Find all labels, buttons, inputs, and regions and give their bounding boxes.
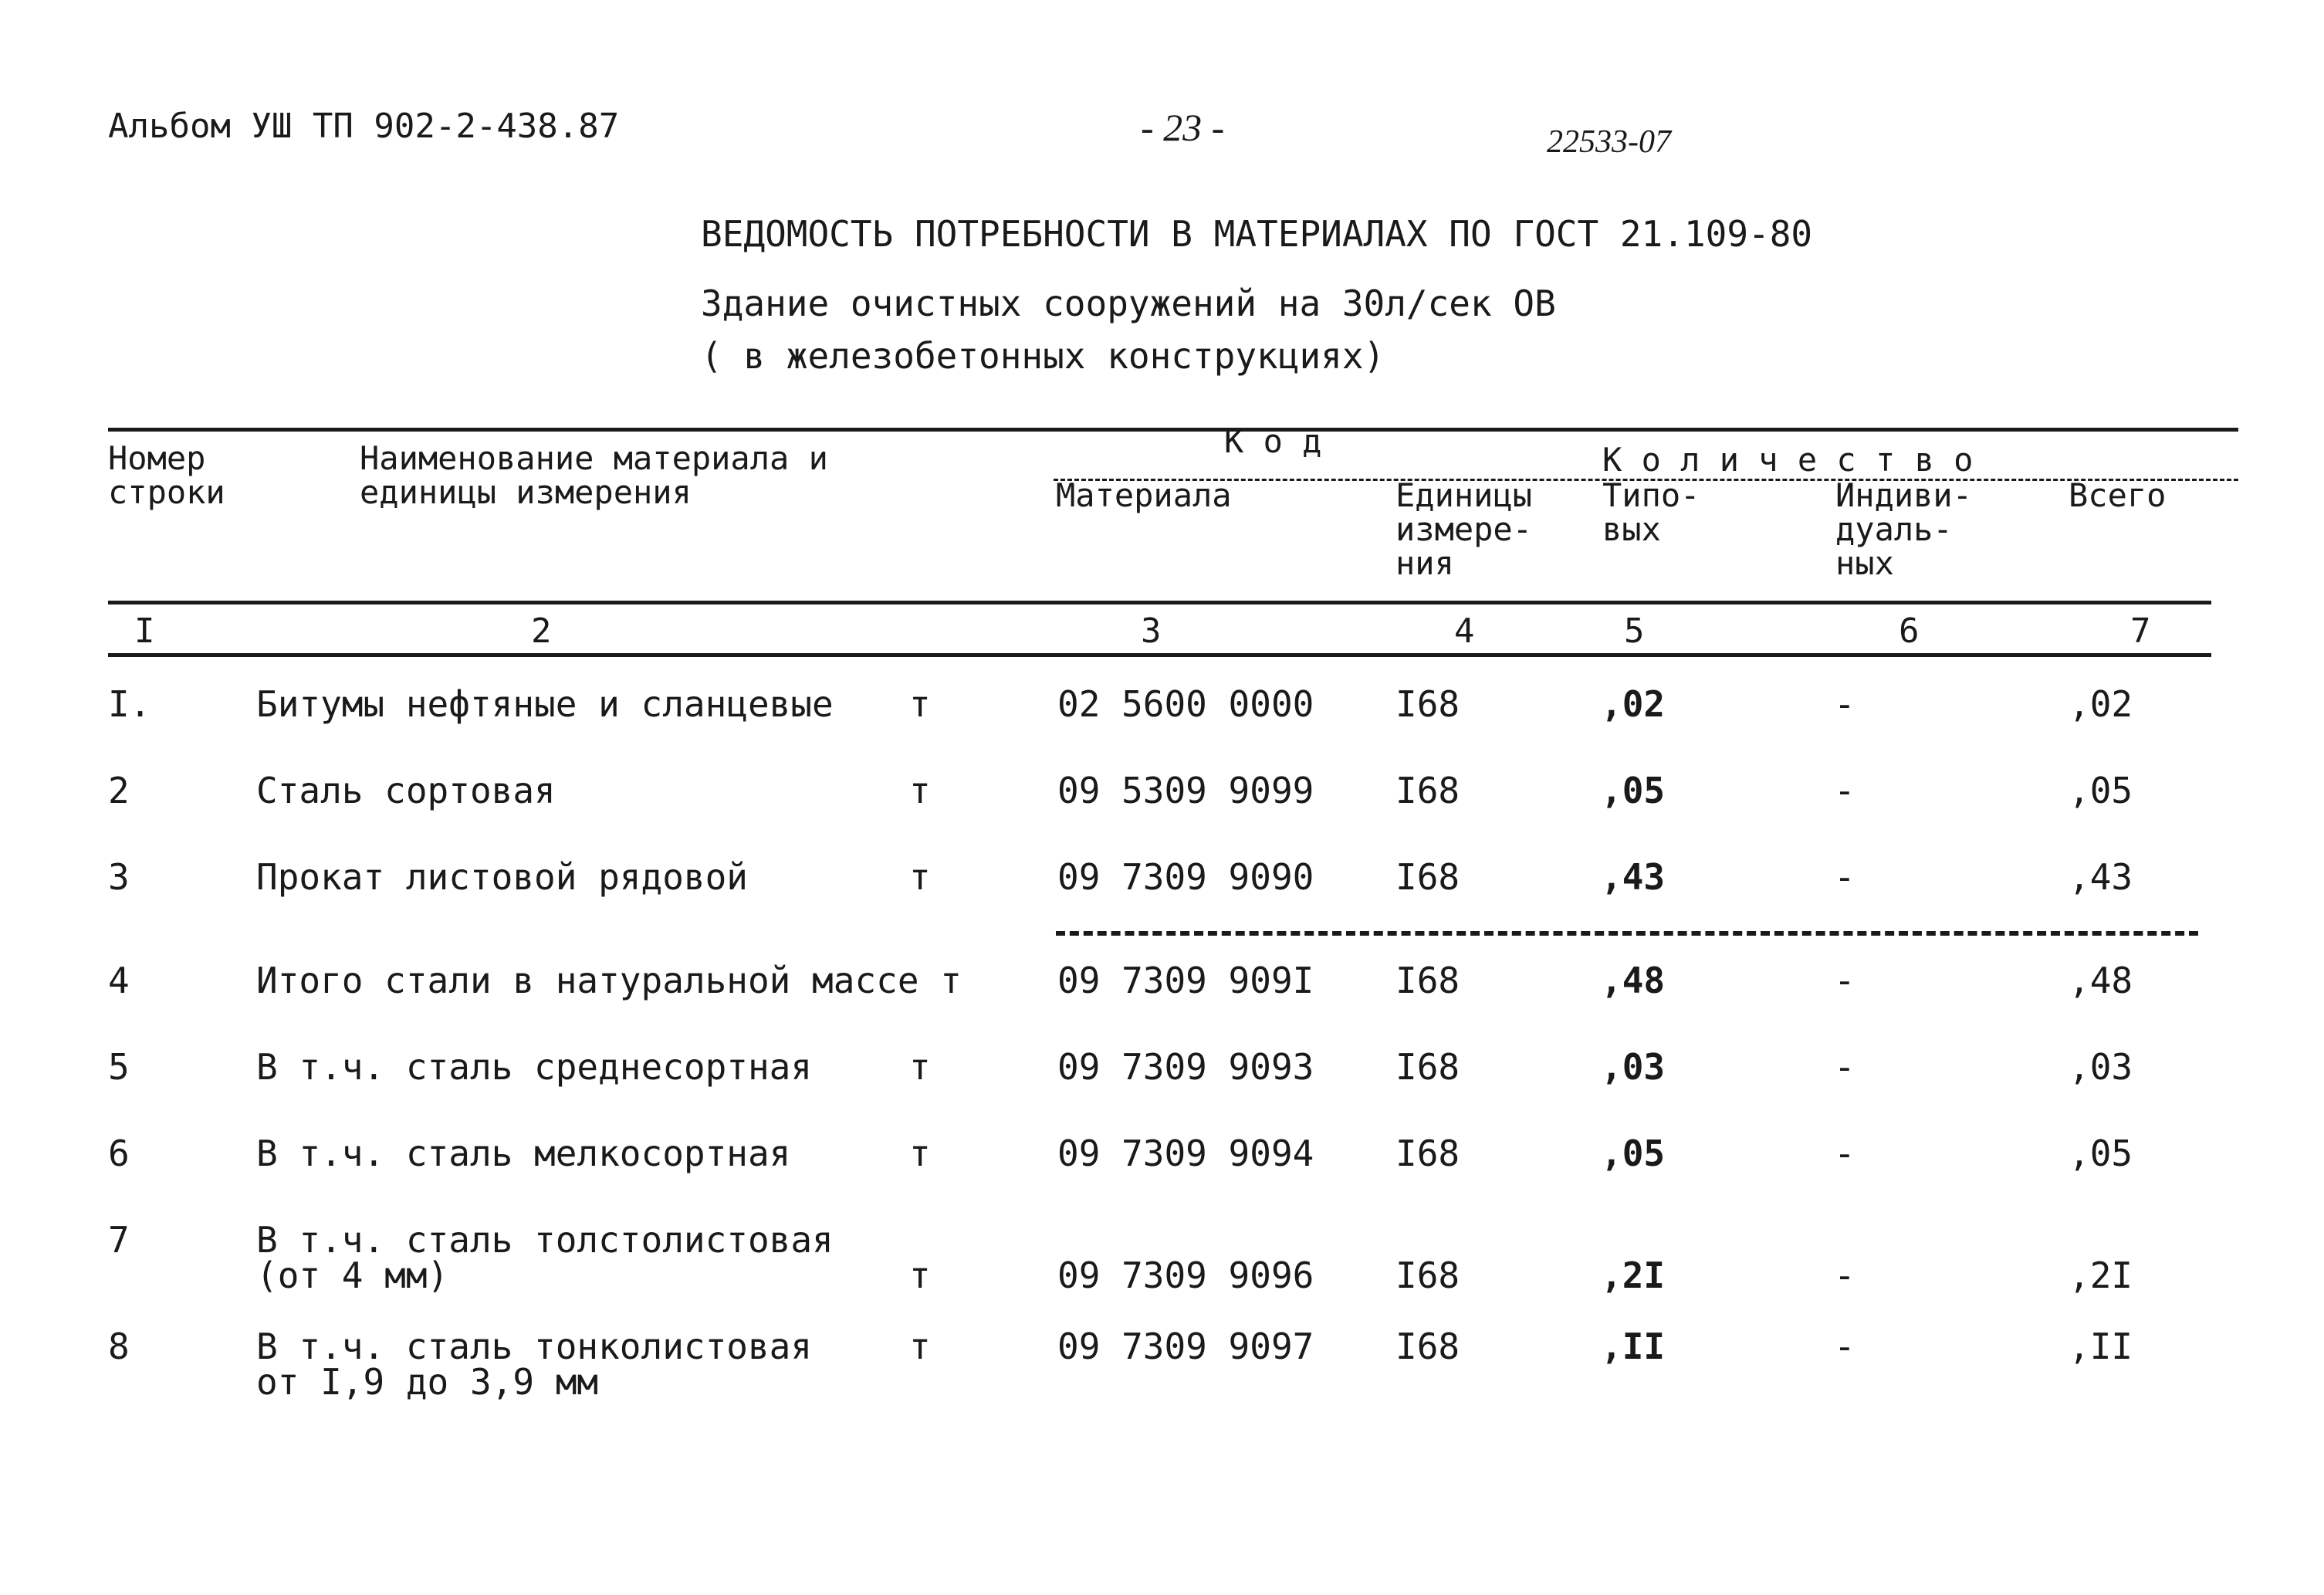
unit-label: т [909,683,931,725]
row-number: 7 [108,1219,130,1261]
qty-total: ,II [2069,1326,2133,1367]
row-number: 2 [108,770,130,811]
material-name: В т.ч. сталь среднесортная [256,1046,813,1088]
col-number-5: 5 [1624,611,1645,651]
unit-code: I68 [1395,1255,1460,1296]
unit-label: т [909,1133,931,1174]
col-number-6: 6 [1899,611,1920,651]
row-number: 4 [108,960,130,1001]
row-number: 8 [108,1326,130,1367]
col-header-typical: Типо- вых [1602,476,1700,548]
unit-code: I68 [1395,1326,1460,1367]
qty-typical: ,02 [1601,683,1666,725]
qty-typical: ,05 [1601,770,1666,811]
qty-total: ,48 [2069,960,2133,1001]
unit-code: I68 [1395,960,1460,1001]
unit-label: т [909,1326,931,1367]
column-number-rule [108,653,2211,657]
unit-code: I68 [1395,1133,1460,1174]
document-number: 22533-07 [1547,124,1671,160]
material-name-continuation: (от 4 мм) [256,1255,449,1296]
col-number-4: 4 [1454,611,1475,651]
material-code: 09 5309 9099 [1057,770,1314,811]
unit-label: т [909,1255,931,1296]
material-code: 09 7309 9094 [1057,1133,1314,1174]
subtitle-line-1: Здание очистных сооружений на 30л/сек ОВ [701,283,1556,324]
qty-total: ,2I [2069,1255,2133,1296]
album-reference: Альбом УШ ТП 902-2-438.87 [108,107,620,146]
row-number: 3 [108,856,130,898]
qty-typical: ,II [1601,1326,1666,1367]
material-name-continuation: от I,9 до 3,9 мм [256,1361,599,1403]
qty-typical: ,43 [1601,856,1666,898]
qty-individual: - [1834,856,1855,898]
material-name: В т.ч. сталь тонколистовая [256,1326,813,1367]
unit-code: I68 [1395,683,1460,725]
unit-code: I68 [1395,1046,1460,1088]
row-number: 6 [108,1133,130,1174]
material-code: 09 7309 909I [1057,960,1314,1001]
qty-individual: - [1834,770,1855,811]
unit-label: т [909,1046,931,1088]
qty-individual: - [1834,1046,1855,1088]
qty-total: ,05 [2069,1133,2133,1174]
qty-individual: - [1834,1326,1855,1367]
material-code: 09 7309 9090 [1057,856,1314,898]
unit-label: т [909,856,931,898]
qty-individual: - [1834,1133,1855,1174]
row-number: I. [108,683,151,725]
unit-code: I68 [1395,770,1460,811]
material-code: 02 5600 0000 [1057,683,1314,725]
col-number-3: 3 [1141,611,1162,651]
qty-typical: ,05 [1601,1133,1666,1174]
col-header-quantity-group: К о л и ч е с т в о [1602,441,1974,479]
col-header-individual: Индиви- дуаль- ных [1835,476,1973,582]
col-header-name: Наименование материала и единицы измерения [360,439,828,511]
header-bottom-rule [108,601,2211,604]
qty-total: ,03 [2069,1046,2133,1088]
col-header-row-number: Номер строки [108,439,225,511]
qty-typical: ,03 [1601,1046,1666,1088]
material-name: Сталь сортовая [256,770,556,811]
qty-total: ,05 [2069,770,2133,811]
qty-typical: ,2I [1601,1255,1666,1296]
qty-individual: - [1834,683,1855,725]
material-name: Прокат листовой рядовой [256,856,748,898]
material-name: В т.ч. сталь толстолистовая [256,1219,834,1261]
table-top-rule [108,428,2238,432]
material-code: 09 7309 9096 [1057,1255,1314,1296]
qty-individual: - [1834,960,1855,1001]
row-number: 5 [108,1046,130,1088]
col-header-code-group: К о д [1224,422,1322,460]
qty-individual: - [1834,1255,1855,1296]
col-header-total: Всего [2069,476,2167,514]
material-name: В т.ч. сталь мелкосортная [256,1133,791,1174]
unit-code: I68 [1395,856,1460,898]
subtotal-dashed-rule [1056,931,2198,936]
qty-total: ,02 [2069,683,2133,725]
unit-label: т [909,770,931,811]
col-number-2: 2 [531,611,552,651]
col-header-material-code: Материала [1056,476,1232,514]
page-title: ВЕДОМОСТЬ ПОТРЕБНОСТИ В МАТЕРИАЛАХ ПО ГОСТ 21.109-80 [701,213,1813,255]
material-name: Битумы нефтяные и сланцевые [256,683,834,725]
col-header-unit-code: Единицы измере- ния [1395,476,1533,582]
material-code: 09 7309 9097 [1057,1326,1314,1367]
subtitle-line-2: ( в железобетонных конструкциях) [701,335,1385,377]
material-code: 09 7309 9093 [1057,1046,1314,1088]
page-number: - 23 - [1141,106,1225,149]
col-number-7: 7 [2130,611,2151,651]
qty-total: ,43 [2069,856,2133,898]
material-name: Итого стали в натуральной массе т [256,960,962,1001]
col-number-1: I [134,611,155,651]
qty-typical: ,48 [1601,960,1666,1001]
